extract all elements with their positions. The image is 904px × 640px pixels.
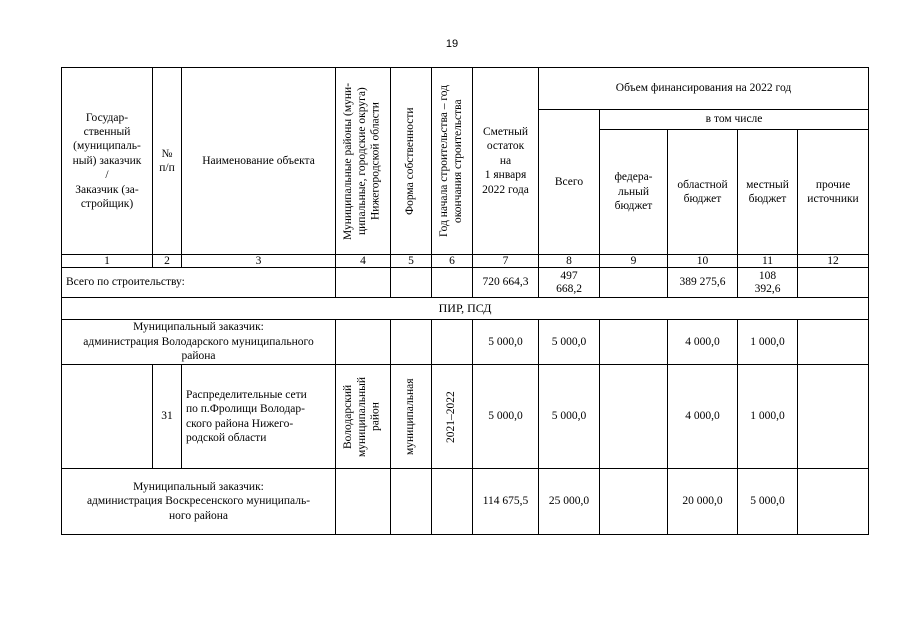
row-total: 5 000,0	[539, 320, 600, 365]
customer-name: Муниципальный заказчик: администрация Воскресенского муниципаль- ного района	[62, 469, 336, 535]
row-district: Володарский муниципальный район	[336, 365, 391, 469]
col-num: 10	[668, 255, 738, 268]
header-customer: Государ- ственный (муниципаль- ный) заказчик / Заказчик (за- стройщик)	[62, 68, 153, 255]
col-num: 12	[798, 255, 869, 268]
total-sum: 497 668,2	[539, 268, 600, 298]
header-local: местный бюджет	[738, 130, 798, 255]
row-num: 31	[153, 365, 182, 469]
header-num: № п/п	[153, 68, 182, 255]
row-regional: 4 000,0	[668, 365, 738, 469]
row-local: 1 000,0	[738, 365, 798, 469]
row-years: 2021–2022	[432, 365, 473, 469]
object-row	[62, 365, 869, 469]
header-years: Год начала строительства – год окончания строительства	[432, 68, 473, 255]
page-number: 19	[445, 38, 459, 50]
section-title: ПИР, ПСД	[62, 298, 869, 320]
row-ownership: муниципальная	[391, 365, 432, 469]
col-num: 5	[391, 255, 432, 268]
row-regional: 20 000,0	[668, 469, 738, 535]
customer-row	[62, 469, 869, 535]
row-total: 5 000,0	[539, 365, 600, 469]
row-total: 25 000,0	[539, 469, 600, 535]
col-num: 4	[336, 255, 391, 268]
total-label: Всего по строительству:	[62, 268, 336, 298]
total-row	[62, 268, 869, 298]
customer-name: Муниципальный заказчик: администрация Володарского муниципального района	[62, 320, 336, 365]
financing-table	[61, 67, 869, 535]
header-estimate: Сметный остаток на 1 января 2022 года	[473, 68, 539, 255]
col-num: 8	[539, 255, 600, 268]
col-num: 11	[738, 255, 798, 268]
header-federal: федера- льный бюджет	[600, 130, 668, 255]
header-districts: Муниципальные районы (муни-ципальные, городские округа) Нижегородской области	[336, 68, 391, 255]
header-other: прочие источники	[798, 130, 869, 255]
row-regional: 4 000,0	[668, 320, 738, 365]
total-local: 108 392,6	[738, 268, 798, 298]
col-num: 1	[62, 255, 153, 268]
header-total: Всего	[539, 110, 600, 255]
row-local: 1 000,0	[738, 320, 798, 365]
row-local: 5 000,0	[738, 469, 798, 535]
col-num: 6	[432, 255, 473, 268]
customer-row	[62, 320, 869, 365]
row-estimate: 5 000,0	[473, 365, 539, 469]
object-name: Распределительные сети по п.Фролищи Володар- ского района Нижего- родской области	[182, 365, 336, 469]
header-including: в том числе	[600, 110, 869, 130]
row-estimate: 114 675,5	[473, 469, 539, 535]
col-num: 2	[153, 255, 182, 268]
col-num: 3	[182, 255, 336, 268]
row-estimate: 5 000,0	[473, 320, 539, 365]
header-ownership: Форма собственности	[391, 68, 432, 255]
header-regional: областной бюджет	[668, 130, 738, 255]
total-regional: 389 275,6	[668, 268, 738, 298]
col-num: 7	[473, 255, 539, 268]
header-object-name: Наименование объекта	[182, 68, 336, 255]
col-num: 9	[600, 255, 668, 268]
total-estimate: 720 664,3	[473, 268, 539, 298]
column-numbers-row	[62, 255, 869, 268]
header-funding-title: Объем финансирования на 2022 год	[539, 68, 869, 110]
